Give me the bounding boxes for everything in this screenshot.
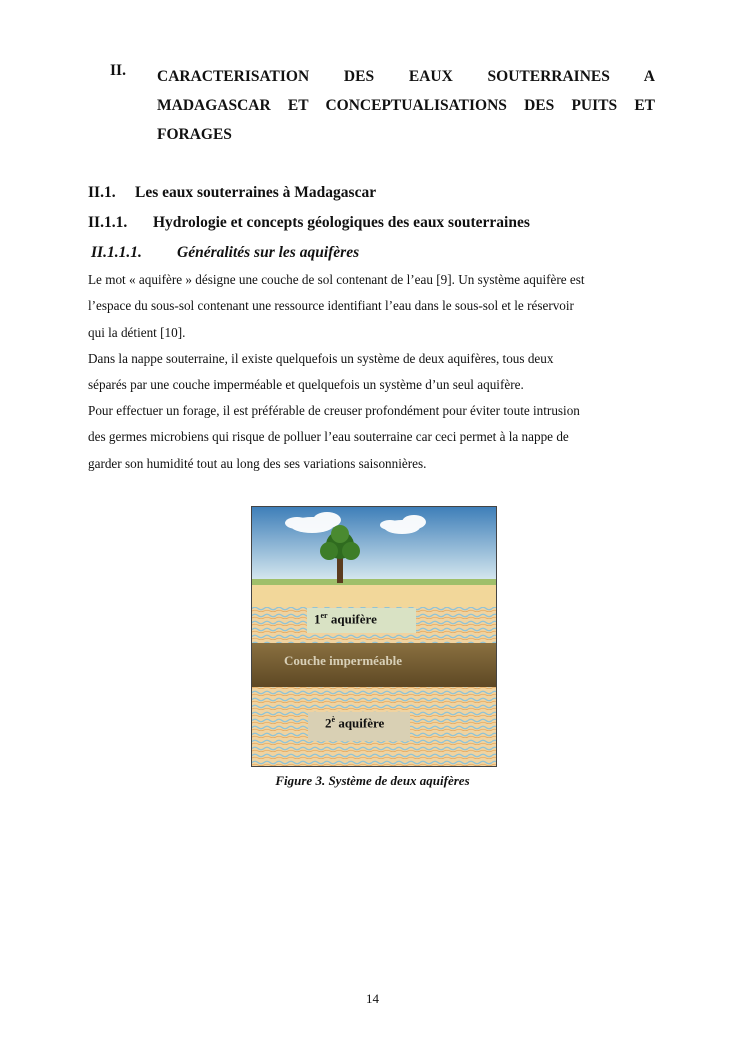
aquifer-1-number: 1 bbox=[314, 611, 321, 627]
heading1-line: MADAGASCAR ET CONCEPTUALISATIONS DES PUITS ET bbox=[157, 97, 655, 114]
aquifer-1-text: aquifère bbox=[327, 611, 377, 627]
figure-caption: Figure 3. Système de deux aquifères bbox=[275, 773, 470, 788]
page-number: 14 bbox=[366, 991, 379, 1006]
heading3-title: Hydrologie et concepts géologiques des eaux souterraines bbox=[153, 214, 530, 231]
paragraph-3 bbox=[88, 398, 663, 477]
heading2-title: Les eaux souterraines à Madagascar bbox=[135, 184, 377, 201]
aquifer-2-number: 2 bbox=[325, 715, 332, 731]
heading3 bbox=[88, 214, 530, 232]
heading1-line: CARACTERISATION DES EAUX SOUTERRAINES A bbox=[157, 68, 655, 85]
heading1-line: FORAGES bbox=[157, 126, 232, 143]
aquifer-1-sup: er bbox=[320, 611, 328, 620]
text-line: Le mot « aquifère » désigne une couche de sol contenant de l’eau [9]. Un système aquifère est bbox=[88, 272, 585, 287]
heading4-title: Généralités sur les aquifères bbox=[177, 244, 360, 261]
text-line: Dans la nappe souterraine, il existe quelquefois un système de deux aquifères, tous deux bbox=[88, 351, 554, 366]
impermeable-label: Couche imperméable bbox=[284, 653, 403, 668]
text-line: séparés par une couche imperméable et quelquefois un système d’un seul aquifère. bbox=[88, 377, 524, 393]
aquifer-2-sup: è bbox=[331, 715, 336, 724]
paragraph-2 bbox=[88, 346, 663, 399]
text-line: qui la détient [10]. bbox=[88, 324, 186, 340]
heading4-number: II.1.1.1. bbox=[91, 244, 142, 261]
text-line: l’espace du sous-sol contenant une ressource identifiant l’eau dans le sous-sol et le réservoir bbox=[88, 298, 574, 314]
heading2-number: II.1. bbox=[88, 184, 116, 201]
aquifer-2-label bbox=[325, 715, 384, 731]
sky-layer bbox=[252, 507, 496, 585]
heading1-number: II. bbox=[110, 62, 126, 79]
text-line: Pour effectuer un forage, il est préférable de creuser profondément pour éviter toute intrusion bbox=[88, 403, 580, 418]
heading2 bbox=[88, 184, 376, 202]
paragraph-1 bbox=[88, 267, 663, 346]
heading3-number: II.1.1. bbox=[88, 214, 128, 231]
text-line: des germes microbiens qui risque de polluer l’eau souterraine car ceci permet à la nappe de bbox=[88, 429, 569, 445]
heading4 bbox=[91, 244, 359, 262]
text-line: garder son humidité tout au long des ses variations saisonnières. bbox=[88, 455, 427, 471]
aquifer-figure bbox=[251, 506, 497, 767]
grass-layer bbox=[252, 579, 496, 585]
heading1-title bbox=[157, 62, 655, 149]
aquifer-1-label bbox=[314, 611, 377, 627]
aquifer-2-text: aquifère bbox=[335, 715, 385, 731]
